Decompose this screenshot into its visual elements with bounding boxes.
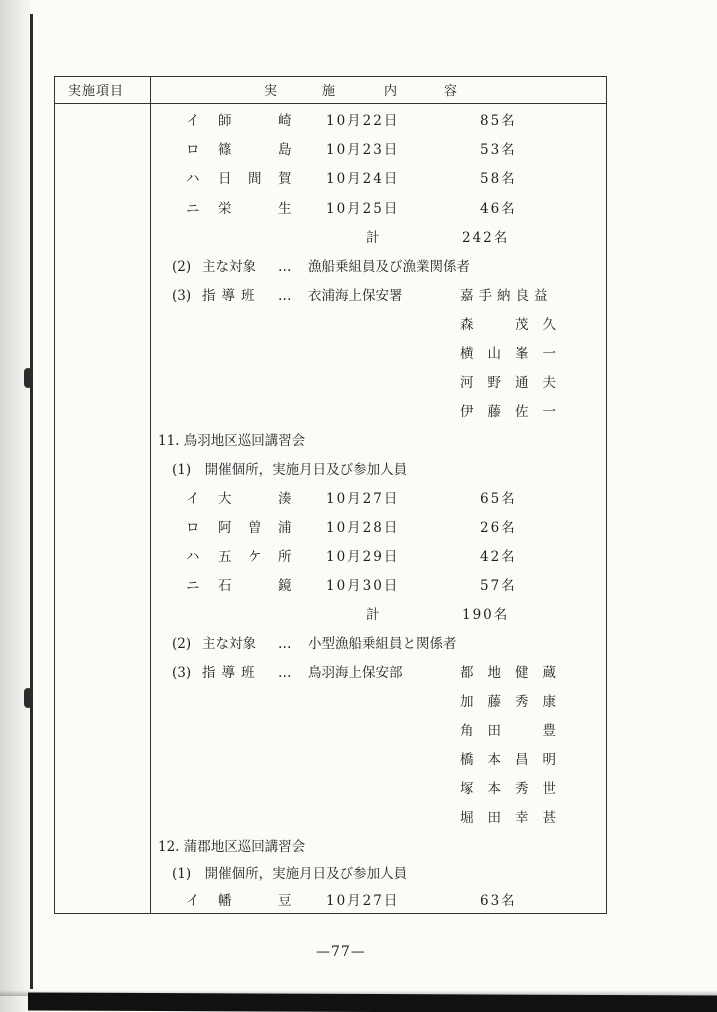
total-label: 計 xyxy=(366,607,380,623)
place-char: 師 xyxy=(218,113,232,129)
scan-edge-line xyxy=(30,14,33,989)
team-member: 角田 豊 xyxy=(460,723,570,739)
team-organization: 鳥羽海上保安部 xyxy=(308,665,403,681)
binding-hole-icon xyxy=(24,688,32,708)
section-subtitle-11: (1) 開催個所，実施月日及び参加人員 xyxy=(172,462,408,478)
session-date: 10月28日 xyxy=(326,520,400,536)
team-member: 橋本昌明 xyxy=(460,752,570,768)
team-member: 加藤秀康 xyxy=(460,694,570,710)
target-label: 主な対象 xyxy=(202,259,256,275)
table-header-divider xyxy=(54,103,607,104)
section-title-12: 12. 蒲郡地区巡回講習会 xyxy=(158,839,306,855)
participant-count: 63名 xyxy=(480,893,517,909)
participant-count: 46名 xyxy=(480,201,517,217)
place-char: 阿 xyxy=(218,520,232,536)
place-char: 豆 xyxy=(278,893,292,909)
place-char: 石 xyxy=(218,578,232,594)
place-char: 間 xyxy=(248,171,262,187)
session-date: 10月22日 xyxy=(326,113,400,129)
header-content-char-1: 実 xyxy=(264,84,279,99)
team-member: 堀田幸甚 xyxy=(460,810,570,826)
team-member: 伊藤佐一 xyxy=(460,404,570,420)
row-marker: イ xyxy=(186,113,200,129)
team-member: 横山峯一 xyxy=(460,346,570,362)
session-date: 10月24日 xyxy=(326,171,400,187)
participant-count: 26名 xyxy=(480,520,517,536)
row-marker: イ xyxy=(186,491,200,507)
row-marker: ニ xyxy=(186,201,200,217)
session-date: 10月30日 xyxy=(326,578,400,594)
target-text: 漁船乗組員及び漁業関係者 xyxy=(308,259,470,275)
team-member: 嘉手納良益 xyxy=(460,288,553,304)
team-organization: 衣浦海上保安署 xyxy=(308,288,403,304)
participant-count: 85名 xyxy=(480,113,517,129)
item-number: (3) xyxy=(172,288,192,304)
scan-edge-bottom xyxy=(28,992,717,1012)
place-char: 鏡 xyxy=(278,578,292,594)
place-char: 幡 xyxy=(218,893,232,909)
leader-dots: … xyxy=(278,665,292,681)
leader-dots: … xyxy=(278,259,292,275)
leader-dots: … xyxy=(278,288,292,304)
team-member: 河野通夫 xyxy=(460,375,570,391)
scan-shadow-left xyxy=(0,0,30,1012)
header-content-char-4: 容 xyxy=(444,84,459,99)
participant-count: 65名 xyxy=(480,491,517,507)
team-label: 指導班 xyxy=(202,665,261,681)
target-label: 主な対象 xyxy=(202,636,256,652)
row-marker: イ xyxy=(186,893,200,909)
place-char: 篠 xyxy=(218,142,232,158)
place-char: 浦 xyxy=(278,520,292,536)
binding-hole-icon xyxy=(24,368,32,388)
participant-count: 58名 xyxy=(480,171,517,187)
section-subtitle-12: (1) 開催個所，実施月日及び参加人員 xyxy=(172,866,408,882)
table-column-divider xyxy=(150,76,151,914)
session-date: 10月29日 xyxy=(326,549,400,565)
place-char: 大 xyxy=(218,491,232,507)
place-char: 賀 xyxy=(278,171,292,187)
target-text: 小型漁船乗組員と関係者 xyxy=(308,636,457,652)
session-date: 10月27日 xyxy=(326,893,400,909)
total-count: 242名 xyxy=(462,230,510,246)
team-label: 指導班 xyxy=(202,288,261,304)
session-date: 10月23日 xyxy=(326,142,400,158)
team-member: 都地健蔵 xyxy=(460,665,570,681)
place-char: 栄 xyxy=(218,201,232,217)
place-char: 五 xyxy=(218,549,232,565)
place-char: 所 xyxy=(278,549,292,565)
total-count: 190名 xyxy=(462,607,510,623)
team-member: 森 茂久 xyxy=(460,317,570,333)
section-title-11: 11. 鳥羽地区巡回講習会 xyxy=(158,433,306,449)
row-marker: ハ xyxy=(186,171,200,187)
row-marker: ロ xyxy=(186,142,200,158)
row-marker: ロ xyxy=(186,520,200,536)
participant-count: 57名 xyxy=(480,578,517,594)
header-implementation-item: 実施項目 xyxy=(68,84,125,99)
header-content-char-3: 内 xyxy=(384,84,399,99)
participant-count: 42名 xyxy=(480,549,517,565)
place-char: 崎 xyxy=(278,113,292,129)
session-date: 10月25日 xyxy=(326,201,400,217)
place-char: 日 xyxy=(218,171,232,187)
page-number: —77— xyxy=(316,944,366,960)
place-char: 島 xyxy=(278,142,292,158)
place-char: 生 xyxy=(278,201,292,217)
row-marker: ハ xyxy=(186,549,200,565)
participant-count: 53名 xyxy=(480,142,517,158)
row-marker: ニ xyxy=(186,578,200,594)
place-char: ケ xyxy=(248,549,262,565)
leader-dots: … xyxy=(278,636,292,652)
item-number: (2) xyxy=(172,636,192,652)
team-member: 塚本秀世 xyxy=(460,781,570,797)
place-char: 曽 xyxy=(248,520,262,536)
header-content-char-2: 施 xyxy=(322,84,337,99)
place-char: 湊 xyxy=(278,491,292,507)
session-date: 10月27日 xyxy=(326,491,400,507)
item-number: (3) xyxy=(172,665,192,681)
total-label: 計 xyxy=(366,230,380,246)
item-number: (2) xyxy=(172,259,192,275)
